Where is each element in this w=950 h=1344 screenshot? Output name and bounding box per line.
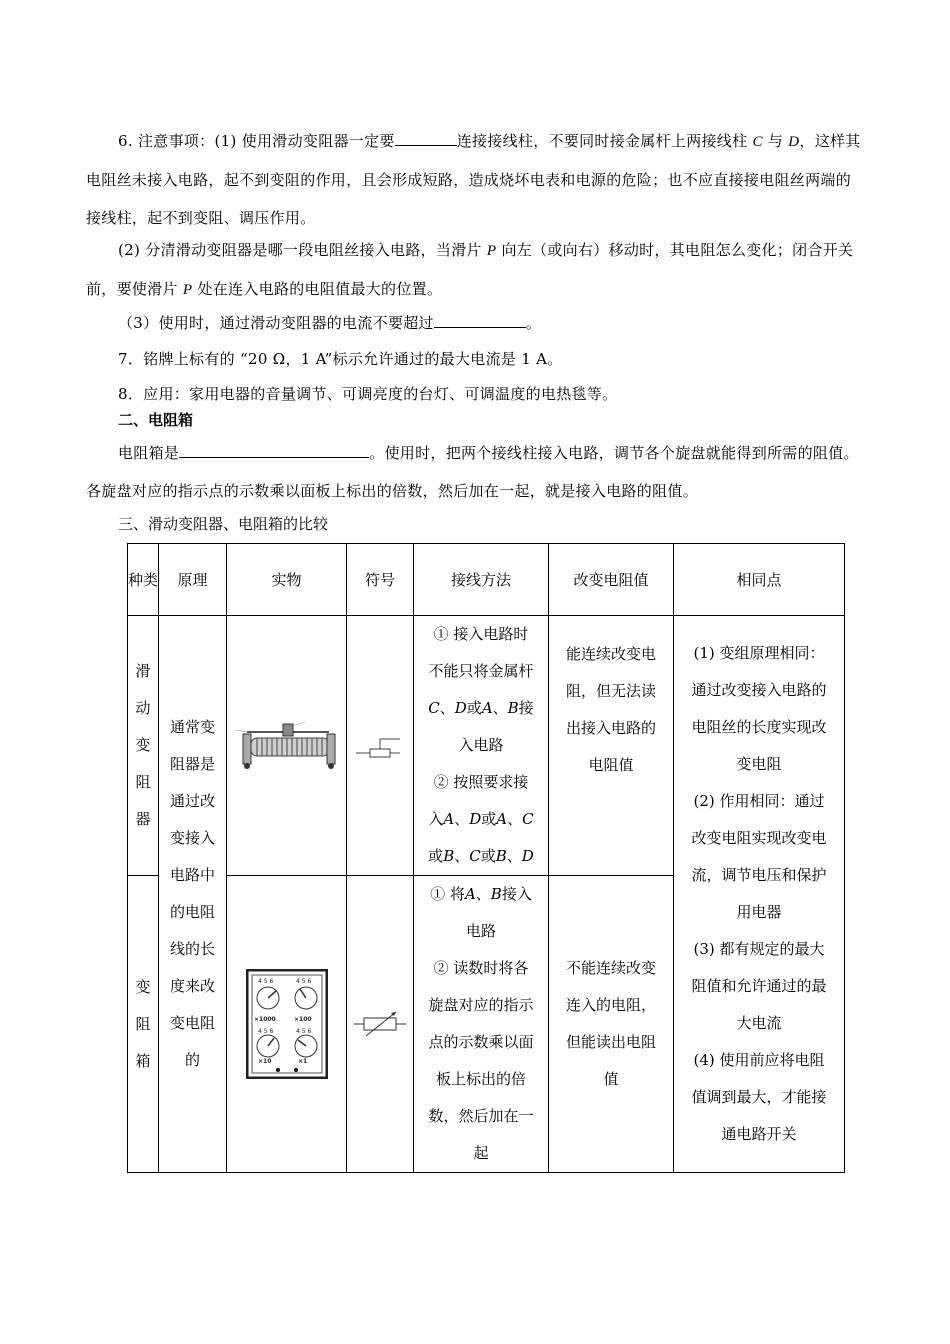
- resistance-box-change: 不能连续改变 连入的电阻， 但能读出电阻 值: [549, 876, 674, 1173]
- rheostat-change: 能连续改变电 阻，但无法读 出接入电路的 电阻值: [549, 616, 674, 876]
- header-object: 实物: [227, 544, 347, 616]
- rheostat-symbol-cell: [347, 616, 414, 876]
- note-8: 8．应用：家用电器的音量调节、可调亮度的台灯、可调温度的电热毯等。: [118, 385, 618, 403]
- resistance-box-image: [246, 969, 328, 1079]
- note-7: 7．铭牌上标有的 “20 Ω，1 A”标示允许通过的最大电流是 1 A。: [118, 350, 563, 368]
- answer-blank[interactable]: [179, 439, 369, 458]
- dial-digits-1: 4 5 6: [257, 978, 273, 985]
- multiplier-1: ×1: [297, 1058, 307, 1065]
- header-change: 改变电阻值: [549, 544, 674, 616]
- table-row-rheostat: [128, 616, 845, 876]
- principle-shared: 通常变 阻器是 通过改 变接入 电路中 的电阻 线的长 度来改 变电阻 的: [159, 616, 227, 1173]
- multiplier-1000: ×1000: [253, 1016, 276, 1023]
- section-2-text: 电阻箱是 。使用时，把两个接线柱接入电路，调节各个旋盘就能得到所需的阻值。各旋盘对应的指示点的示数乘以面板上标出的倍数，然后加在一起，就是接入电路的阻值。: [86, 434, 866, 510]
- multiplier-100: ×100: [293, 1016, 312, 1023]
- comparison-table: [127, 543, 845, 1173]
- note-6-2: (2) 分清滑动变阻器是哪一段电阻丝接入电路，当滑片 P 向左（或向右）移动时，其电阻怎么变化；闭合开关前，要使滑片 P 处在连入电路的电阻值最大的位置。: [86, 241, 854, 298]
- section-2-heading: 二、电阻箱: [118, 411, 194, 429]
- kind-resistance-box: 变 阻 箱: [128, 876, 159, 1173]
- rheostat-wiring: ① 接入电路时 不能只将金属杆 C、D或A、B接 入电路 ② 按照要求接 入A、D或A、C 或B、C或B、D: [414, 616, 549, 876]
- sliding-rheostat-image: [233, 716, 341, 776]
- dial-digits-3: 4 5 6: [257, 1028, 273, 1035]
- header-common: 相同点: [674, 544, 845, 616]
- rheostat-symbol-icon: [352, 731, 408, 761]
- header-kind: 种类: [128, 544, 159, 616]
- section-3-heading: 三、滑动变阻器、电阻箱的比较: [118, 515, 329, 533]
- resistance-box-wiring: ① 将A、B接入 电路 ② 读数时将各 旋盘对应的指示 点的示数乘以面 板上标出的倍 数，然后加在一 起: [414, 876, 549, 1173]
- note-6: 6. 注意事项：(1) 使用滑动变阻器一定要 连接接线柱，不要同时接金属杆上两接线柱 C 与 D，这样其电阻丝未接入电路，起不到变阻的作用，且会形成短路，造成烧坏电表和电源的危险；也不应直接接电阻丝两端的接线柱，起不到变阻、调压作用。: [86, 122, 866, 237]
- header-principle: 原理: [159, 544, 227, 616]
- resistance-box-symbol-cell: [347, 876, 414, 1173]
- answer-blank[interactable]: [395, 127, 457, 146]
- note-6-3: （3）使用时，通过滑动变阻器的电流不要超过 。: [86, 304, 866, 342]
- table-header-row: [128, 544, 845, 616]
- resistance-box-symbol-icon: [352, 1007, 408, 1041]
- answer-blank[interactable]: [434, 309, 526, 328]
- rheostat-photo-cell: [227, 616, 347, 876]
- dial-digits-4: 4 5 6: [295, 1028, 311, 1035]
- header-wiring: 接线方法: [414, 544, 549, 616]
- header-symbol: 符号: [347, 544, 414, 616]
- dial-digits-2: 4 5 6: [295, 978, 311, 985]
- resistance-box-photo-cell: [227, 876, 347, 1173]
- kind-rheostat: 滑 动 变 阻 器: [128, 616, 159, 876]
- multiplier-10: ×10: [257, 1058, 271, 1065]
- common-points: (1) 变组原理相同： 通过改变接入电路的 电阻丝的长度实现改 变电阻 (2) 作用相同：通过 改变电阻实现改变电 流，调节电压和保护 用电器 (3) 都有规定的最大 阻值和允许通过的最 大电流 (4) 使用前应将电阻 值调到最大，才能接 通电路开关: [674, 616, 845, 1173]
